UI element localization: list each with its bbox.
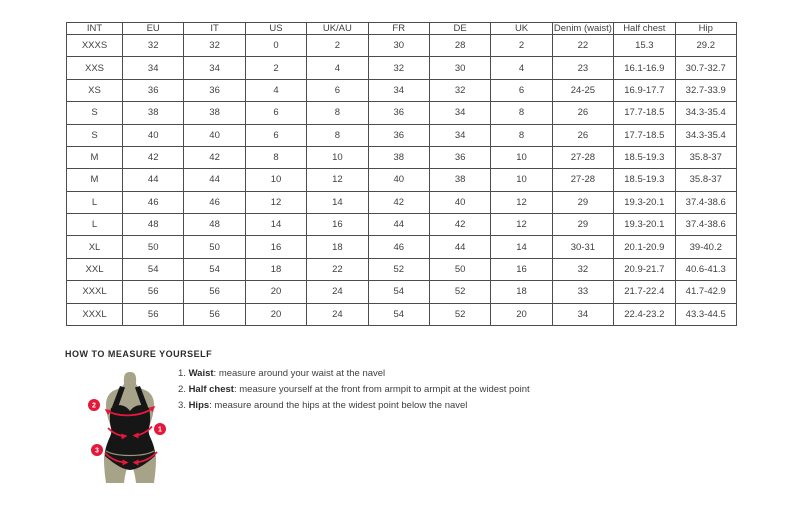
size-cell: 17.7-18.5	[614, 124, 675, 146]
size-cell: 52	[368, 258, 429, 280]
size-cell: 27-28	[552, 169, 613, 191]
size-cell: 24	[307, 303, 368, 326]
column-header-fr: FR	[368, 23, 429, 35]
column-header-uk: UK	[491, 23, 552, 35]
size-cell: 43.3-44.5	[675, 303, 736, 326]
size-cell: 12	[245, 191, 306, 213]
size-cell: 32	[184, 35, 245, 57]
size-cell: 8	[307, 102, 368, 124]
badge-chest	[88, 399, 100, 411]
size-cell: 20	[491, 303, 552, 326]
size-cell: 42	[184, 146, 245, 168]
size-cell: 6	[307, 79, 368, 101]
size-cell: XXXL	[67, 281, 123, 303]
column-header-uk-au: UK/AU	[307, 23, 368, 35]
size-cell: 37.4-38.6	[675, 191, 736, 213]
size-cell: 54	[368, 303, 429, 326]
size-cell: 6	[245, 124, 306, 146]
size-cell: 34.3-35.4	[675, 102, 736, 124]
size-cell: 40.6-41.3	[675, 258, 736, 280]
size-row-xxs	[67, 57, 737, 79]
size-cell: 30	[429, 57, 490, 79]
svg-text:1: 1	[158, 426, 162, 434]
size-cell: 16	[245, 236, 306, 258]
instruction-term: Waist	[188, 368, 214, 379]
size-cell: 26	[552, 102, 613, 124]
size-cell: XL	[67, 236, 123, 258]
measure-instruction	[178, 401, 598, 411]
size-cell: 40	[184, 124, 245, 146]
column-header-int: INT	[67, 23, 123, 35]
size-cell: 23	[552, 57, 613, 79]
size-cell: 18.5-19.3	[614, 169, 675, 191]
size-row-xs	[67, 79, 737, 101]
size-cell: 10	[245, 169, 306, 191]
size-cell: 8	[491, 102, 552, 124]
instruction-term: Half chest	[188, 384, 234, 395]
size-cell: 16.1-16.9	[614, 57, 675, 79]
size-cell: 32	[368, 57, 429, 79]
size-cell: 44	[368, 214, 429, 236]
size-cell: 26	[552, 124, 613, 146]
size-cell: XXXS	[67, 35, 123, 57]
size-cell: M	[67, 169, 123, 191]
instruction-number: 3.	[178, 400, 189, 411]
size-cell: 4	[245, 79, 306, 101]
size-cell: 4	[491, 57, 552, 79]
size-cell: 38	[368, 146, 429, 168]
size-cell: 38	[429, 169, 490, 191]
size-cell: 20	[245, 303, 306, 326]
size-cell: 12	[491, 214, 552, 236]
size-cell: 36	[429, 146, 490, 168]
size-cell: 18	[491, 281, 552, 303]
size-cell: 32.7-33.9	[675, 79, 736, 101]
size-cell: 18.5-19.3	[614, 146, 675, 168]
size-cell: 10	[307, 146, 368, 168]
size-cell: 15.3	[614, 35, 675, 57]
size-cell: 36	[184, 79, 245, 101]
size-row-m	[67, 146, 737, 168]
size-cell: 48	[184, 214, 245, 236]
size-row-xxl	[67, 258, 737, 280]
size-cell: 40	[429, 191, 490, 213]
size-row-xxxs	[67, 35, 737, 57]
size-cell: 37.4-38.6	[675, 214, 736, 236]
size-cell: 52	[429, 303, 490, 326]
instruction-text: : measure around the hips at the widest point below the navel	[209, 400, 468, 411]
size-row-s	[67, 102, 737, 124]
size-row-xxxl	[67, 281, 737, 303]
size-cell: 6	[491, 79, 552, 101]
size-cell: 27-28	[552, 146, 613, 168]
size-cell: 6	[245, 102, 306, 124]
instruction-text: : measure around your waist at the navel	[213, 368, 386, 379]
measurement-figure-illustration	[80, 370, 180, 492]
size-cell: 2	[245, 57, 306, 79]
size-cell: 10	[491, 146, 552, 168]
size-cell: 34	[429, 102, 490, 124]
column-header-de: DE	[429, 23, 490, 35]
size-row-m	[67, 169, 737, 191]
size-cell: 34	[184, 57, 245, 79]
size-cell: 18	[307, 236, 368, 258]
badge-waist	[154, 423, 166, 435]
column-header-denim-waist: Denim (waist)	[553, 23, 612, 34]
size-cell: 24	[307, 281, 368, 303]
measure-instruction	[178, 369, 598, 379]
size-cell: 20.1-20.9	[614, 236, 675, 258]
size-row-xxxl	[67, 303, 737, 326]
size-cell: 16	[491, 258, 552, 280]
size-cell: XXS	[67, 57, 123, 79]
svg-text:2: 2	[92, 402, 96, 410]
size-cell: 0	[245, 35, 306, 57]
size-cell: 33	[552, 281, 613, 303]
size-row-s	[67, 124, 737, 146]
size-cell: 38	[184, 102, 245, 124]
size-cell: 56	[184, 281, 245, 303]
size-cell: 2	[491, 35, 552, 57]
size-cell: 42	[123, 146, 184, 168]
size-cell: 50	[429, 258, 490, 280]
size-cell: 8	[245, 146, 306, 168]
size-cell: 2	[307, 35, 368, 57]
column-header-eu: EU	[123, 23, 184, 35]
size-cell: 44	[184, 169, 245, 191]
column-header-it: IT	[184, 23, 245, 35]
size-cell: 17.7-18.5	[614, 102, 675, 124]
size-cell: S	[67, 124, 123, 146]
instruction-number: 1.	[178, 368, 189, 379]
size-cell: 22	[552, 35, 613, 57]
size-cell: L	[67, 191, 123, 213]
size-cell: 50	[123, 236, 184, 258]
size-cell: 18	[245, 258, 306, 280]
size-cell: 20.9-21.7	[614, 258, 675, 280]
size-row-l	[67, 191, 737, 213]
size-cell: 46	[184, 191, 245, 213]
size-cell: 42	[368, 191, 429, 213]
size-cell: 4	[307, 57, 368, 79]
size-cell: XXL	[67, 258, 123, 280]
size-cell: 35.8-37	[675, 146, 736, 168]
size-cell: 32	[123, 35, 184, 57]
size-cell: 50	[184, 236, 245, 258]
size-cell: 40	[368, 169, 429, 191]
size-cell: 41.7-42.9	[675, 281, 736, 303]
instruction-number: 2.	[178, 384, 189, 395]
size-cell: 14	[245, 214, 306, 236]
size-cell: L	[67, 214, 123, 236]
size-cell: 35.8-37	[675, 169, 736, 191]
size-cell: 36	[368, 124, 429, 146]
size-cell: 10	[491, 169, 552, 191]
size-cell: 36	[368, 102, 429, 124]
size-row-l	[67, 214, 737, 236]
size-cell: 52	[429, 281, 490, 303]
size-chart-table	[66, 22, 737, 326]
size-cell: 54	[123, 258, 184, 280]
size-cell: 38	[123, 102, 184, 124]
size-cell: 34	[368, 79, 429, 101]
size-cell: 16	[307, 214, 368, 236]
size-cell: 48	[123, 214, 184, 236]
measure-instructions	[178, 369, 598, 417]
size-cell: 32	[429, 79, 490, 101]
size-row-xl	[67, 236, 737, 258]
size-cell: 22.4-23.2	[614, 303, 675, 326]
size-cell: 20	[245, 281, 306, 303]
size-cell: S	[67, 102, 123, 124]
svg-text:3: 3	[95, 447, 99, 455]
size-cell: 40	[123, 124, 184, 146]
size-cell: 14	[491, 236, 552, 258]
size-cell: 44	[123, 169, 184, 191]
size-cell: 46	[123, 191, 184, 213]
column-header-us: US	[245, 23, 306, 35]
size-cell: 21.7-22.4	[614, 281, 675, 303]
size-cell: 56	[123, 281, 184, 303]
size-cell: 12	[307, 169, 368, 191]
size-cell: 34	[552, 303, 613, 326]
size-cell: 42	[429, 214, 490, 236]
size-cell: XXXL	[67, 303, 123, 326]
measure-section-title: HOW TO MEASURE YOURSELF	[65, 349, 213, 359]
size-cell: 39-40.2	[675, 236, 736, 258]
size-cell: 34.3-35.4	[675, 124, 736, 146]
size-cell: M	[67, 146, 123, 168]
size-cell: XS	[67, 79, 123, 101]
size-cell: 29.2	[675, 35, 736, 57]
size-cell: 30.7-32.7	[675, 57, 736, 79]
size-cell: 19.3-20.1	[614, 214, 675, 236]
size-cell: 14	[307, 191, 368, 213]
size-cell: 54	[368, 281, 429, 303]
size-cell: 16.9-17.7	[614, 79, 675, 101]
size-chart-header-row	[67, 23, 737, 35]
size-cell: 36	[123, 79, 184, 101]
size-cell: 56	[123, 303, 184, 326]
badge-hips	[91, 444, 103, 456]
size-cell: 56	[184, 303, 245, 326]
instruction-text: : measure yourself at the front from armpit to armpit at the widest point	[233, 384, 530, 395]
size-cell: 22	[307, 258, 368, 280]
size-cell: 28	[429, 35, 490, 57]
size-cell: 46	[368, 236, 429, 258]
size-cell: 44	[429, 236, 490, 258]
measure-instruction	[178, 385, 598, 395]
size-cell: 54	[184, 258, 245, 280]
size-cell: 34	[123, 57, 184, 79]
column-header-hip: Hip	[675, 23, 736, 35]
size-cell: 34	[429, 124, 490, 146]
size-cell: 8	[491, 124, 552, 146]
size-cell: 12	[491, 191, 552, 213]
size-cell: 19.3-20.1	[614, 191, 675, 213]
size-cell: 24-25	[552, 79, 613, 101]
size-cell: 8	[307, 124, 368, 146]
size-cell: 29	[552, 214, 613, 236]
size-cell: 30-31	[552, 236, 613, 258]
column-header-half-chest: Half chest	[614, 23, 675, 35]
size-cell: 29	[552, 191, 613, 213]
instruction-term: Hips	[188, 400, 210, 411]
size-cell: 30	[368, 35, 429, 57]
size-cell: 32	[552, 258, 613, 280]
